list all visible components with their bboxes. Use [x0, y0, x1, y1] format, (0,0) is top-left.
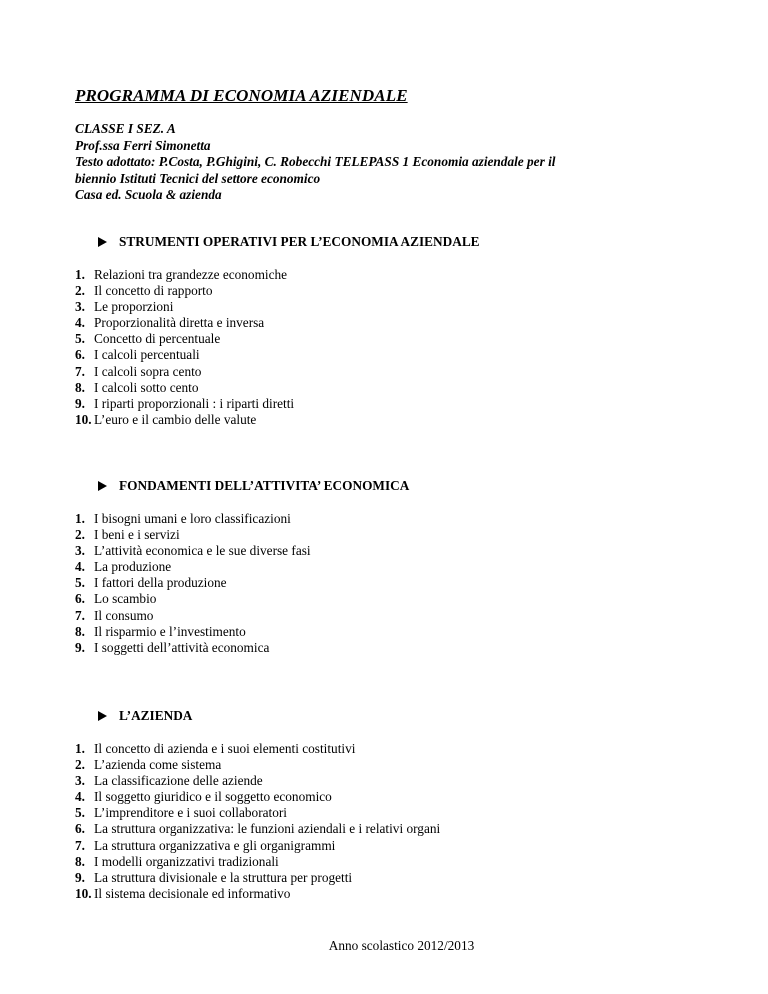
section-heading — [98, 707, 738, 725]
item-text: Il concetto di rapporto — [94, 283, 213, 299]
item-number: 5. — [75, 805, 85, 821]
document-title: PROGRAMMA DI ECONOMIA AZIENDALE — [75, 86, 408, 105]
item-text: Il concetto di azienda e i suoi elementi costitutivi — [94, 741, 356, 756]
item-number: 4. — [75, 789, 85, 805]
item-text: Concetto di percentuale — [94, 331, 221, 347]
list-item — [75, 380, 715, 396]
topic-list — [75, 267, 715, 428]
item-number: 2. — [75, 527, 85, 543]
item-text: Relazioni tra grandezze economiche — [94, 267, 288, 282]
item-number: 2. — [75, 757, 85, 773]
list-item — [75, 331, 715, 347]
item-text: L’azienda come sistema — [94, 757, 222, 773]
item-number: 1. — [75, 741, 85, 756]
textbook-line: Testo adottato: P.Costa, P.Ghigini, C. Robecchi TELEPASS 1 Economia aziendale per il — [75, 154, 556, 170]
item-number: 1. — [75, 511, 85, 526]
list-item — [75, 886, 715, 902]
item-number: 3. — [75, 773, 85, 789]
arrow-bullet-icon — [98, 711, 107, 721]
item-text: La struttura divisionale e la struttura per progetti — [94, 869, 353, 885]
list-item — [75, 608, 715, 624]
list-item — [75, 396, 715, 412]
arrow-bullet-icon — [98, 237, 107, 247]
section-heading-text: L’AZIENDA — [119, 708, 193, 723]
item-number: 7. — [75, 837, 85, 853]
section-3 — [75, 707, 715, 902]
item-number: 5. — [75, 331, 85, 347]
section-heading — [98, 477, 738, 495]
item-number: 4. — [75, 559, 85, 575]
item-number: 6. — [75, 591, 85, 607]
list-item — [75, 267, 715, 283]
section-2 — [75, 477, 715, 656]
class-info — [75, 121, 555, 204]
item-text: L’euro e il cambio delle valute — [94, 411, 257, 427]
item-number: 9. — [75, 395, 85, 411]
list-item — [75, 789, 715, 805]
item-text: I calcoli sopra cento — [94, 363, 202, 379]
item-text: Proporzionalità diretta e inversa — [94, 315, 265, 331]
list-item — [75, 757, 715, 773]
item-number: 5. — [75, 575, 85, 591]
item-text: Il risparmio e l’investimento — [94, 623, 246, 639]
list-item — [75, 299, 715, 315]
item-text: Lo scambio — [94, 591, 157, 607]
item-number: 9. — [75, 639, 85, 655]
class-line: CLASSE I SEZ. A — [75, 121, 176, 136]
item-number: 6. — [75, 347, 85, 363]
item-number: 7. — [75, 363, 85, 379]
item-text: Le proporzioni — [94, 299, 174, 315]
list-item — [75, 315, 715, 331]
publisher-line: Casa ed. Scuola & azienda — [75, 187, 222, 203]
item-text: I beni e i servizi — [94, 527, 180, 543]
list-item — [75, 283, 715, 299]
item-number: 4. — [75, 315, 85, 331]
list-item — [75, 559, 715, 575]
list-item — [75, 364, 715, 380]
item-number: 9. — [75, 869, 85, 885]
item-text: I soggetti dell’attività economica — [94, 639, 270, 655]
item-text: Il consumo — [94, 607, 154, 623]
arrow-bullet-icon — [98, 481, 107, 491]
item-text: I calcoli percentuali — [94, 347, 200, 363]
section-heading-text: FONDAMENTI DELL’ATTIVITA’ ECONOMICA — [119, 478, 410, 493]
topic-list — [75, 511, 715, 656]
teacher-line: Prof.ssa Ferri Simonetta — [75, 137, 211, 153]
item-text: La struttura organizzativa: le funzioni aziendali e i relativi organi — [94, 821, 441, 837]
list-item — [75, 870, 715, 886]
item-text: La classificazione delle aziende — [94, 773, 263, 789]
list-item — [75, 640, 715, 656]
list-item — [75, 527, 715, 543]
list-item — [75, 854, 715, 870]
item-text: Il sistema decisionale ed informativo — [94, 885, 291, 901]
section-1 — [75, 233, 715, 428]
item-text: L’attività economica e le sue diverse fasi — [94, 543, 311, 559]
item-number: 8. — [75, 379, 85, 395]
item-number: 1. — [75, 267, 85, 282]
item-text: I calcoli sotto cento — [94, 379, 199, 395]
item-text: La struttura organizzativa e gli organigrammi — [94, 837, 336, 853]
item-number: 10. — [75, 411, 92, 427]
item-number: 6. — [75, 821, 85, 837]
item-text: I riparti proporzionali : i riparti diretti — [94, 395, 295, 411]
school-year: Anno scolastico 2012/2013 — [328, 938, 475, 953]
list-item — [75, 805, 715, 821]
section-heading-text: STRUMENTI OPERATIVI PER L’ECONOMIA AZIENDALE — [119, 234, 480, 249]
item-number: 7. — [75, 607, 85, 623]
list-item — [75, 838, 715, 854]
item-text: I fattori della produzione — [94, 575, 227, 591]
list-item — [75, 575, 715, 591]
list-item — [75, 543, 715, 559]
list-item — [75, 347, 715, 363]
topic-list — [75, 741, 715, 902]
list-item — [75, 412, 715, 428]
list-item — [75, 511, 715, 527]
item-text: I modelli organizzativi tradizionali — [94, 853, 279, 869]
item-number: 2. — [75, 283, 85, 299]
list-item — [75, 773, 715, 789]
textbook-line-2: biennio Istituti Tecnici del settore economico — [75, 170, 321, 186]
item-number: 8. — [75, 853, 85, 869]
list-item — [75, 821, 715, 837]
list-item — [75, 591, 715, 607]
list-item — [75, 741, 715, 757]
item-number: 3. — [75, 543, 85, 559]
item-text: Il soggetto giuridico e il soggetto economico — [94, 789, 332, 805]
item-number: 3. — [75, 299, 85, 315]
list-item — [75, 624, 715, 640]
item-text: I bisogni umani e loro classificazioni — [94, 511, 291, 526]
item-number: 8. — [75, 623, 85, 639]
item-text: L’imprenditore e i suoi collaboratori — [94, 805, 287, 821]
section-heading — [98, 233, 738, 251]
item-number: 10. — [75, 885, 92, 901]
item-text: La produzione — [94, 559, 172, 575]
